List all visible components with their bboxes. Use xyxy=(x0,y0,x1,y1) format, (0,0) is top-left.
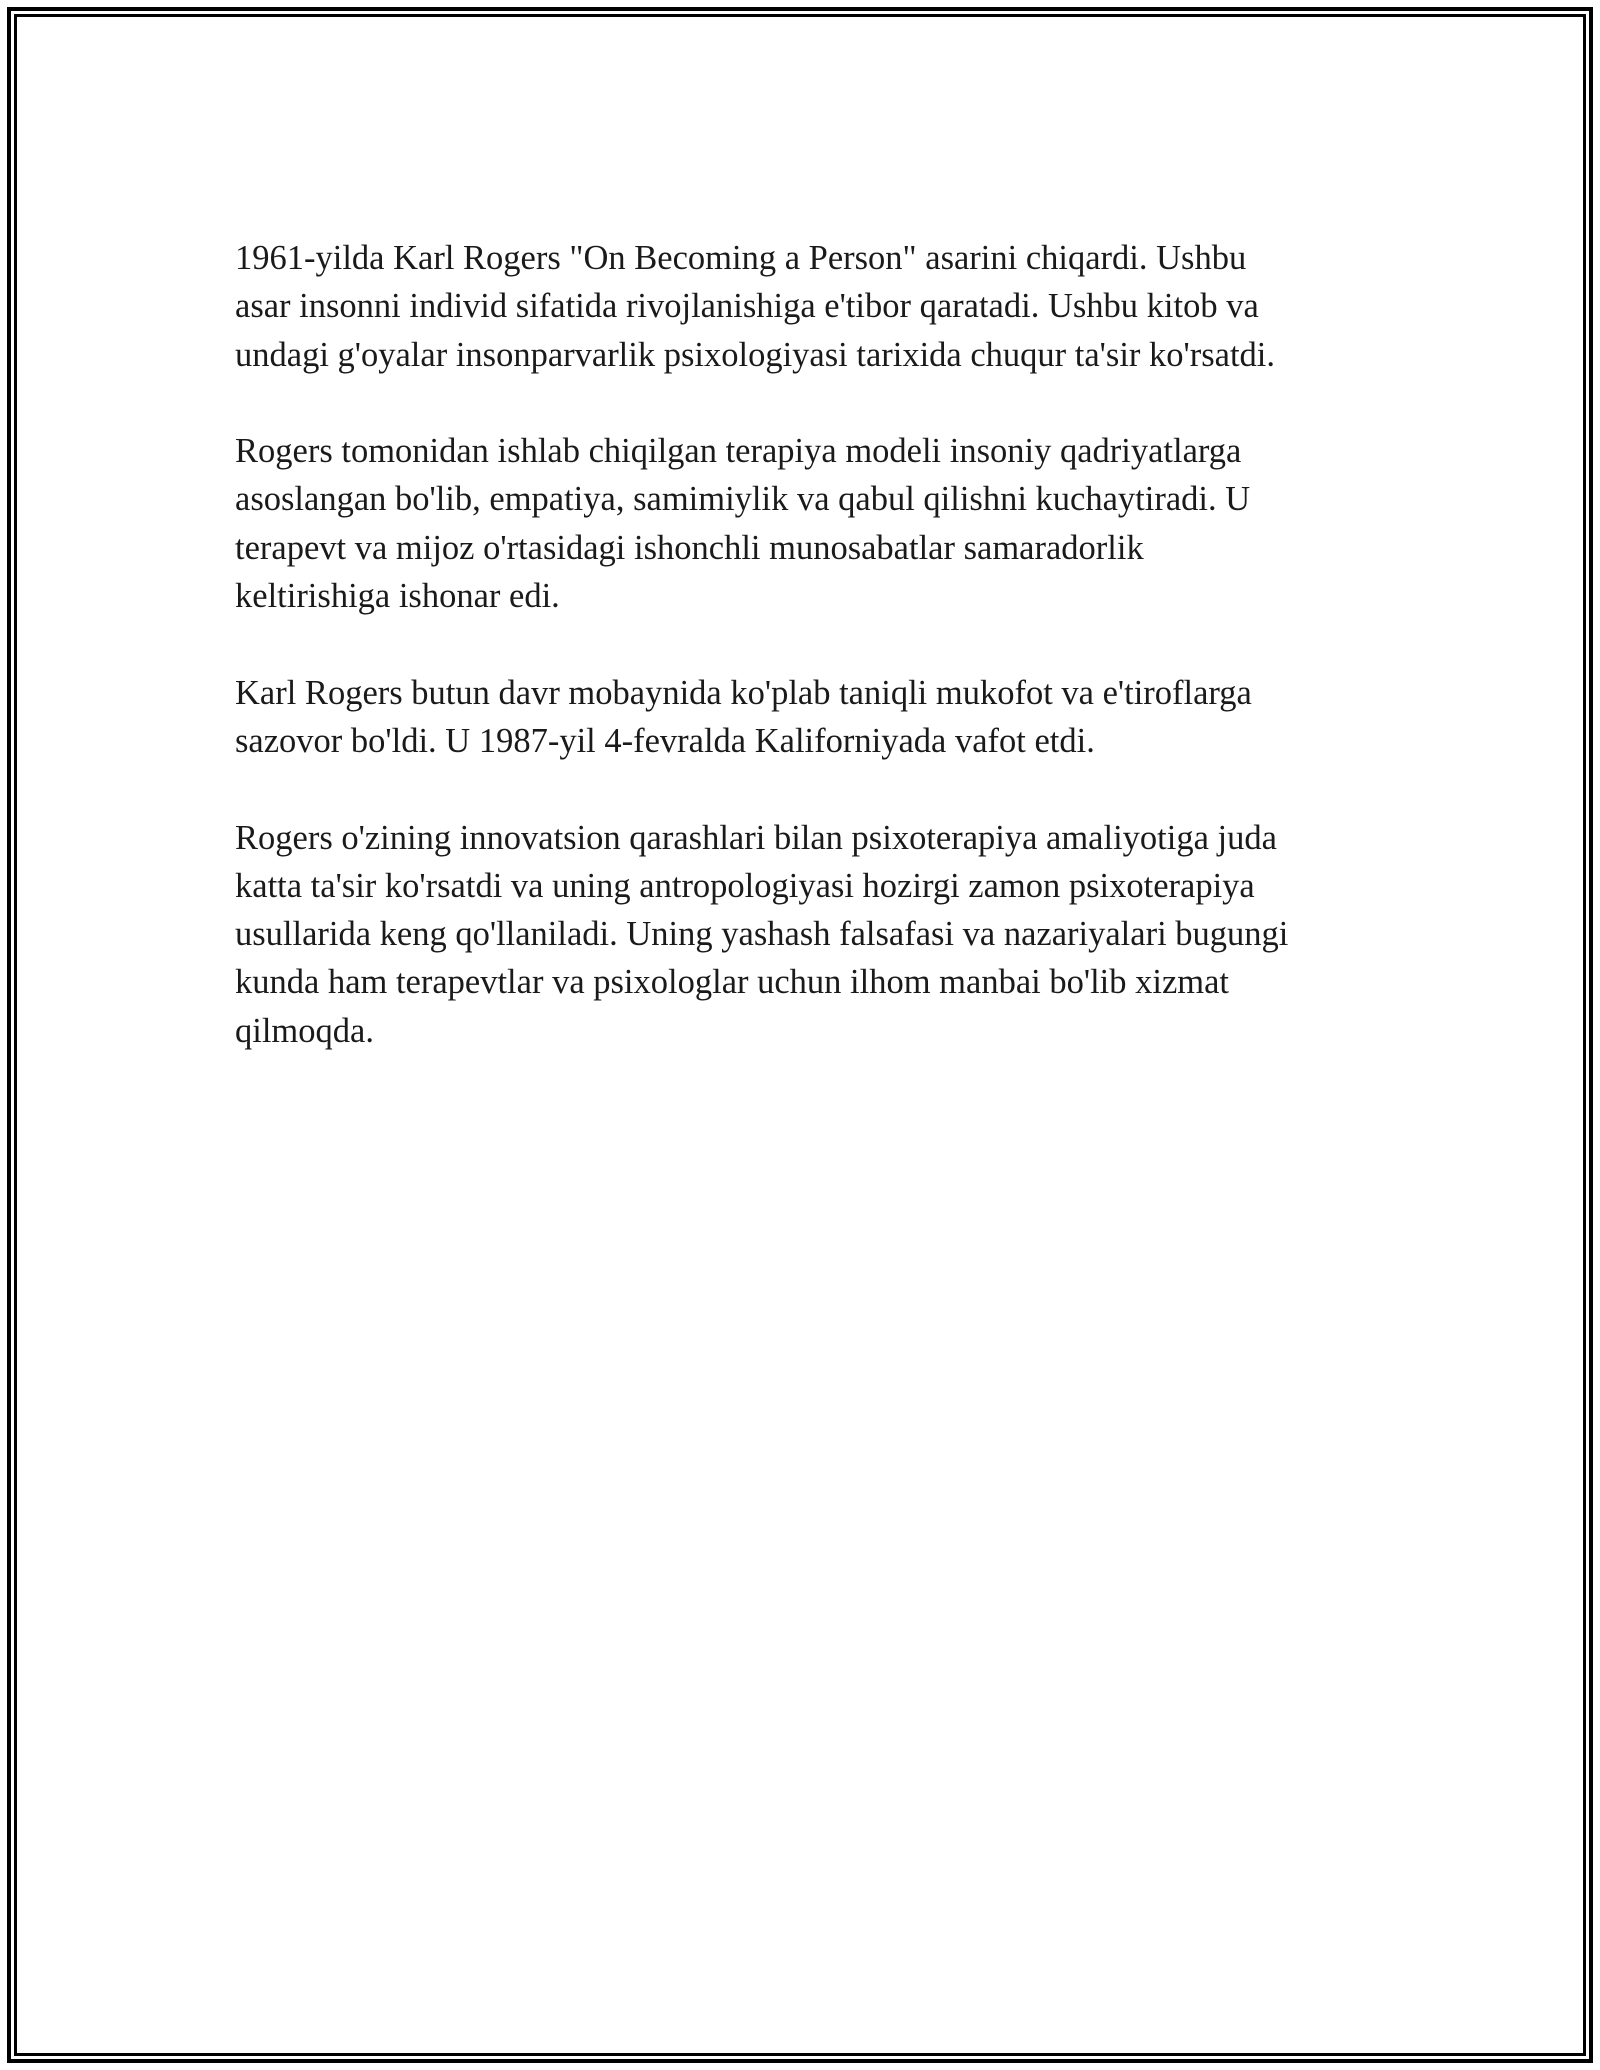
paragraph-line: qilmoqda. xyxy=(235,1011,374,1050)
paragraph-line: Rogers tomonidan ishlab chiqilgan terapiya modeli insoniy qadriyatlarga xyxy=(235,432,1242,471)
paragraph-2 xyxy=(235,427,1375,620)
paragraph-line: Karl Rogers butun davr mobaynida ko'plab taniqli mukofot va e'tiroflarga xyxy=(235,673,1252,712)
paragraph-line: undagi g'oyalar insonparvarlik psixologiyasi tarixida chuqur ta'sir ko'rsatdi. xyxy=(235,335,1276,374)
paragraph-line: asoslangan bo'lib, empatiya, samimiylik va qabul qilishni kuchaytiradi. U xyxy=(235,480,1251,519)
paragraph-1 xyxy=(235,234,1375,379)
paragraph-line: Rogers o'zining innovatsion qarashlari bilan psixoterapiya amaliyotiga juda xyxy=(235,818,1277,857)
paragraph-line: terapevt va mijoz o'rtasidagi ishonchli munosabatlar samaradorlik xyxy=(235,528,1144,567)
paragraph-line: 1961-yilda Karl Rogers "On Becoming a Person" asarini chiqardi. Ushbu xyxy=(235,239,1247,277)
paragraph-4 xyxy=(235,814,1375,1055)
paragraph-line: sazovor bo'ldi. U 1987-yil 4-fevralda Kaliforniyada vafot etdi. xyxy=(235,721,1095,760)
paragraph-line: usullarida keng qo'llaniladi. Uning yashash falsafasi va nazariyalari bugungi xyxy=(235,915,1289,954)
paragraph-3 xyxy=(235,669,1375,766)
paragraph-line: kunda ham terapevtlar va psixologlar uchun ilhom manbai bo'lib xizmat xyxy=(235,963,1229,1002)
paragraph-line: katta ta'sir ko'rsatdi va uning antropologiyasi hozirgi zamon psixoterapiya xyxy=(235,866,1255,905)
paragraph-line: asar insonni individ sifatida rivojlanishiga e'tibor qaratadi. Ushbu kitob va xyxy=(235,287,1259,326)
document-body xyxy=(235,234,1375,1103)
paragraph-line: keltirishiga ishonar edi. xyxy=(235,577,560,616)
